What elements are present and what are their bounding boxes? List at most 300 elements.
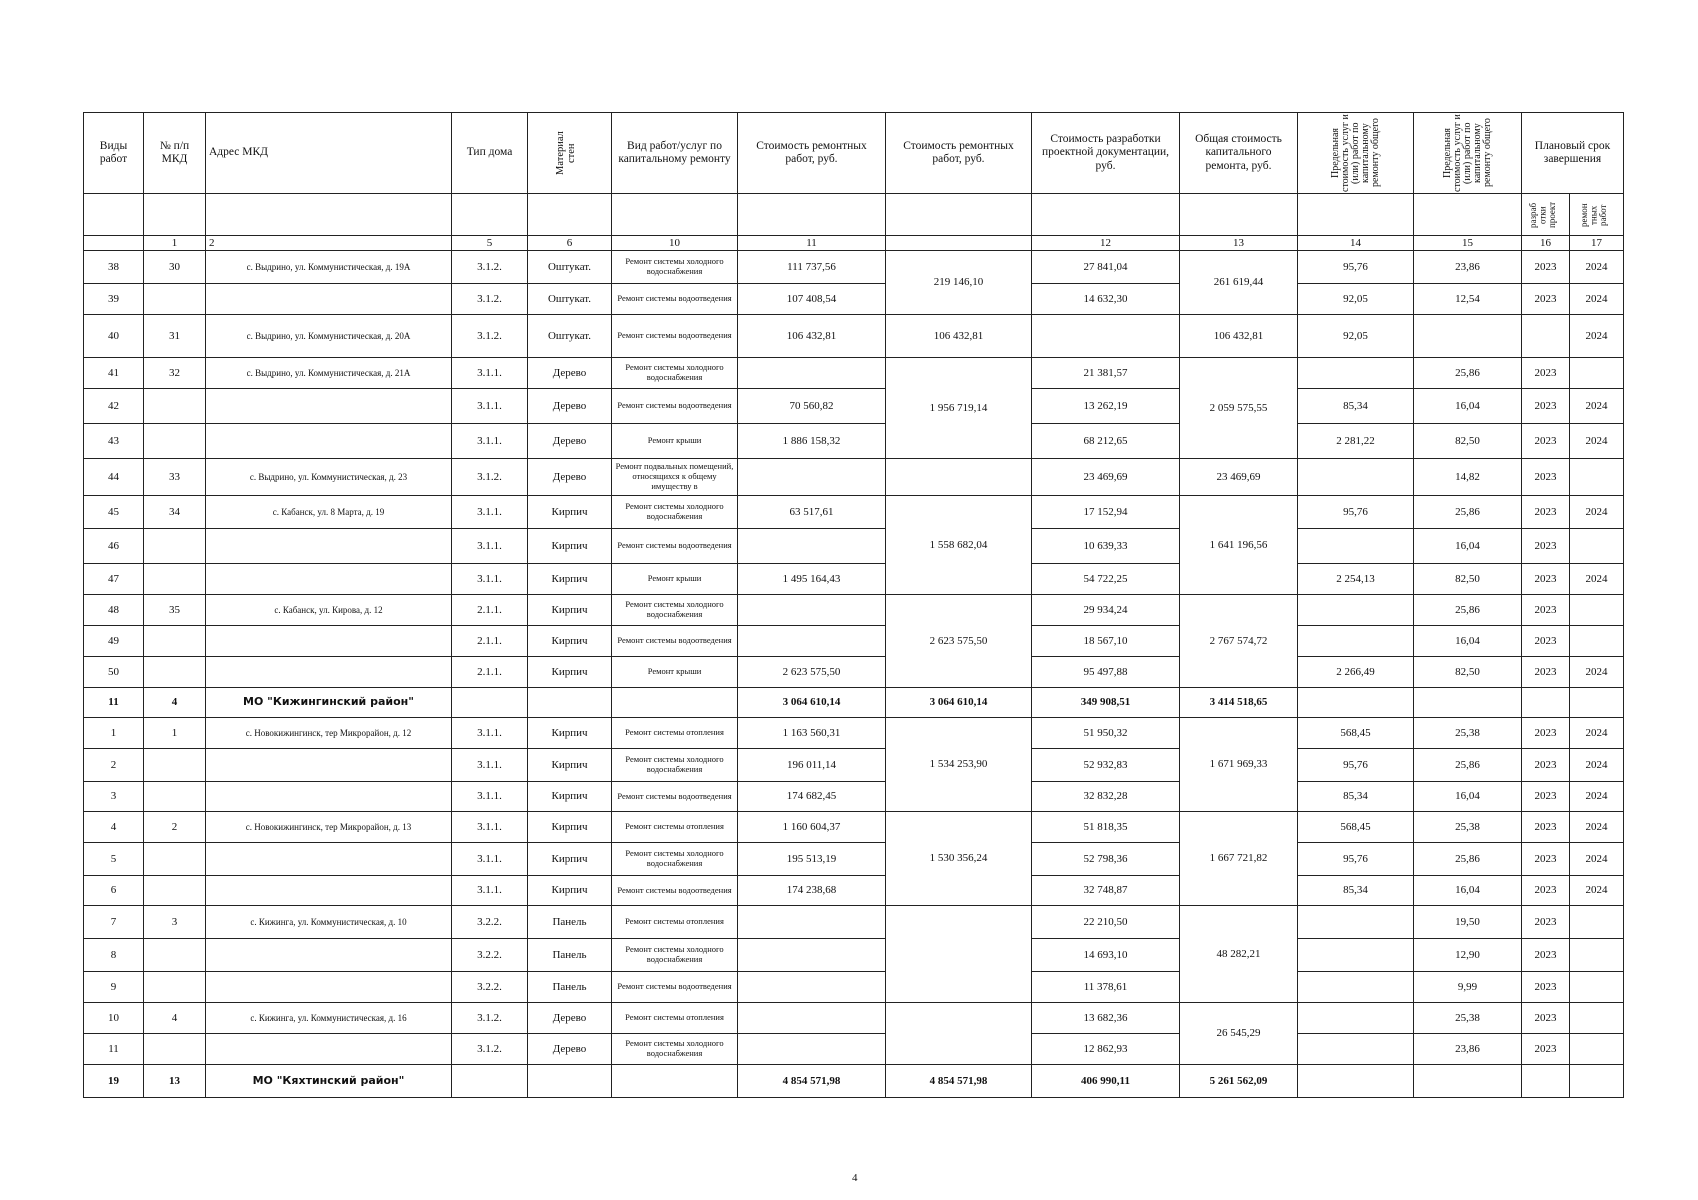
row-work-kind: Ремонт крыши xyxy=(612,424,738,459)
row-repair-year: 2024 xyxy=(1570,564,1624,595)
row-limit-cost-2 xyxy=(1414,688,1522,718)
row-address: с. Выдрино, ул. Коммунистическая, д. 23 xyxy=(206,459,452,496)
row-limit-cost-2: 82,50 xyxy=(1414,424,1522,459)
row-repair-year xyxy=(1570,1034,1624,1065)
header-wall-material: Материал стен xyxy=(528,113,612,194)
row-wall-material: Панель xyxy=(528,972,612,1003)
row-work-type-number: 4 xyxy=(84,812,144,843)
row-limit-cost-1: 85,34 xyxy=(1298,389,1414,424)
row-repair-year xyxy=(1570,626,1624,657)
row-work-type-number: 3 xyxy=(84,782,144,812)
row-repair-year xyxy=(1570,595,1624,626)
row-design-year: 2023 xyxy=(1522,1034,1570,1065)
subheader-design-year: разраб отки проект xyxy=(1522,194,1570,236)
row-limit-cost-1: 2 266,49 xyxy=(1298,657,1414,688)
row-design-year: 2023 xyxy=(1522,972,1570,1003)
row-work-type-number: 48 xyxy=(84,595,144,626)
row-design-cost: 21 381,57 xyxy=(1032,358,1180,389)
row-design-cost: 51 818,35 xyxy=(1032,812,1180,843)
table-row xyxy=(84,564,1624,595)
row-design-cost: 95 497,88 xyxy=(1032,657,1180,688)
row-work-kind: Ремонт системы холодного водоснабжения xyxy=(612,251,738,284)
table-row xyxy=(84,843,1624,876)
row-house-type: 3.1.1. xyxy=(452,529,528,564)
table-row xyxy=(84,972,1624,1003)
row-address: с. Кабанск, ул. Кирова, д. 12 xyxy=(206,595,452,626)
row-limit-cost-2: 12,90 xyxy=(1414,939,1522,972)
row-design-cost: 406 990,11 xyxy=(1032,1065,1180,1098)
table-row xyxy=(84,718,1624,749)
row-work-kind: Ремонт системы водоотведения xyxy=(612,389,738,424)
row-design-year xyxy=(1522,1065,1570,1098)
row-address: с. Выдрино, ул. Коммунистическая, д. 21А xyxy=(206,358,452,389)
row-design-year: 2023 xyxy=(1522,358,1570,389)
header-blank xyxy=(738,194,886,236)
row-work-type-number: 19 xyxy=(84,1065,144,1098)
row-work-type-number: 44 xyxy=(84,459,144,496)
row-limit-cost-1: 95,76 xyxy=(1298,843,1414,876)
row-design-cost: 10 639,33 xyxy=(1032,529,1180,564)
row-mkd-number xyxy=(144,657,206,688)
row-limit-cost-2 xyxy=(1414,1065,1522,1098)
row-repair-cost: 2 623 575,50 xyxy=(738,657,886,688)
row-mkd-number: 31 xyxy=(144,315,206,358)
row-design-year: 2023 xyxy=(1522,529,1570,564)
row-limit-cost-1 xyxy=(1298,459,1414,496)
row-limit-cost-2: 82,50 xyxy=(1414,657,1522,688)
row-repair-cost: 4 854 571,98 xyxy=(738,1065,886,1098)
row-work-kind: Ремонт системы водоотведения xyxy=(612,876,738,906)
row-limit-cost-2: 23,86 xyxy=(1414,251,1522,284)
row-work-type-number: 8 xyxy=(84,939,144,972)
row-address: с. Выдрино, ул. Коммунистическая, д. 19А xyxy=(206,251,452,284)
row-design-year: 2023 xyxy=(1522,459,1570,496)
row-work-kind: Ремонт системы водоотведения xyxy=(612,315,738,358)
row-limit-cost-1: 568,45 xyxy=(1298,718,1414,749)
row-work-kind: Ремонт крыши xyxy=(612,564,738,595)
row-mkd-number: 3 xyxy=(144,906,206,939)
row-mkd-number xyxy=(144,1034,206,1065)
row-repair-cost: 63 517,61 xyxy=(738,496,886,529)
row-mkd-number xyxy=(144,782,206,812)
row-design-year: 2023 xyxy=(1522,595,1570,626)
row-repair-cost: 106 432,81 xyxy=(738,315,886,358)
row-mkd-number: 13 xyxy=(144,1065,206,1098)
row-mkd-number xyxy=(144,284,206,315)
row-work-type-number: 11 xyxy=(84,688,144,718)
row-work-kind: Ремонт системы холодного водоснабжения xyxy=(612,939,738,972)
row-repair-cost xyxy=(738,358,886,389)
row-total-cost: 2 767 574,72 xyxy=(1180,595,1298,688)
row-address xyxy=(206,972,452,1003)
row-repair-cost: 107 408,54 xyxy=(738,284,886,315)
row-design-year xyxy=(1522,688,1570,718)
row-limit-cost-2: 14,82 xyxy=(1414,459,1522,496)
row-design-cost: 18 567,10 xyxy=(1032,626,1180,657)
row-limit-cost-1: 95,76 xyxy=(1298,496,1414,529)
row-address: с. Кижинга, ул. Коммунистическая, д. 10 xyxy=(206,906,452,939)
row-work-type-number: 1 xyxy=(84,718,144,749)
row-limit-cost-1 xyxy=(1298,626,1414,657)
table-row xyxy=(84,251,1624,284)
row-design-year: 2023 xyxy=(1522,251,1570,284)
row-work-kind: Ремонт системы водоотведения xyxy=(612,284,738,315)
row-work-kind: Ремонт подвальных помещений, относящихся к общему имуществу в xyxy=(612,459,738,496)
header-blank xyxy=(452,194,528,236)
row-address xyxy=(206,529,452,564)
row-work-kind: Ремонт системы водоотведения xyxy=(612,529,738,564)
row-repair-year: 2024 xyxy=(1570,843,1624,876)
header-total-cost: Общая стоимость капитального ремонта, руб. xyxy=(1180,113,1298,194)
row-work-kind: Ремонт системы отопления xyxy=(612,906,738,939)
row-limit-cost-2: 25,86 xyxy=(1414,749,1522,782)
row-house-type: 3.2.2. xyxy=(452,939,528,972)
row-wall-material: Кирпич xyxy=(528,876,612,906)
row-repair-cost xyxy=(738,939,886,972)
row-repair-year xyxy=(1570,1003,1624,1034)
row-wall-material: Дерево xyxy=(528,424,612,459)
row-limit-cost-1 xyxy=(1298,529,1414,564)
header-blank xyxy=(612,194,738,236)
row-mkd-number xyxy=(144,626,206,657)
row-repair-cost-sum xyxy=(886,906,1032,1003)
row-design-year: 2023 xyxy=(1522,876,1570,906)
row-design-year: 2023 xyxy=(1522,564,1570,595)
row-limit-cost-1: 85,34 xyxy=(1298,876,1414,906)
row-limit-cost-1 xyxy=(1298,906,1414,939)
table-row xyxy=(84,496,1624,529)
row-repair-cost: 1 495 164,43 xyxy=(738,564,886,595)
column-index: 10 xyxy=(612,236,738,251)
row-work-kind: Ремонт системы отопления xyxy=(612,1003,738,1034)
row-design-cost: 17 152,94 xyxy=(1032,496,1180,529)
header-house-type: Тип дома xyxy=(452,113,528,194)
row-limit-cost-2: 25,38 xyxy=(1414,718,1522,749)
table-row xyxy=(84,315,1624,358)
row-address xyxy=(206,424,452,459)
table-row xyxy=(84,939,1624,972)
row-repair-cost xyxy=(738,906,886,939)
row-wall-material: Дерево xyxy=(528,389,612,424)
row-house-type: 3.2.2. xyxy=(452,906,528,939)
row-work-type-number: 5 xyxy=(84,843,144,876)
row-repair-cost xyxy=(738,595,886,626)
row-work-type-number: 45 xyxy=(84,496,144,529)
row-design-cost: 29 934,24 xyxy=(1032,595,1180,626)
row-repair-cost: 174 238,68 xyxy=(738,876,886,906)
row-house-type: 2.1.1. xyxy=(452,657,528,688)
table-row xyxy=(84,876,1624,906)
row-repair-cost-sum: 106 432,81 xyxy=(886,315,1032,358)
row-house-type: 3.1.1. xyxy=(452,843,528,876)
row-total-cost: 1 671 969,33 xyxy=(1180,718,1298,812)
row-repair-year xyxy=(1570,972,1624,1003)
row-work-type-number: 42 xyxy=(84,389,144,424)
row-repair-cost-sum: 3 064 610,14 xyxy=(886,688,1032,718)
row-repair-cost: 1 163 560,31 xyxy=(738,718,886,749)
row-total-cost: 106 432,81 xyxy=(1180,315,1298,358)
row-work-type-number: 40 xyxy=(84,315,144,358)
row-house-type: 2.1.1. xyxy=(452,626,528,657)
table-row xyxy=(84,529,1624,564)
row-design-cost: 32 748,87 xyxy=(1032,876,1180,906)
row-repair-year: 2024 xyxy=(1570,657,1624,688)
row-repair-year: 2024 xyxy=(1570,718,1624,749)
row-design-cost: 51 950,32 xyxy=(1032,718,1180,749)
row-mkd-number: 1 xyxy=(144,718,206,749)
header-blank xyxy=(886,194,1032,236)
row-design-year: 2023 xyxy=(1522,906,1570,939)
row-limit-cost-1 xyxy=(1298,972,1414,1003)
column-index: 12 xyxy=(1032,236,1180,251)
row-repair-cost: 1 886 158,32 xyxy=(738,424,886,459)
table-row xyxy=(84,1034,1624,1065)
row-design-cost: 349 908,51 xyxy=(1032,688,1180,718)
header-work-kind: Вид работ/услуг по капитальному ремонту xyxy=(612,113,738,194)
column-index xyxy=(886,236,1032,251)
row-design-year: 2023 xyxy=(1522,843,1570,876)
row-repair-cost-sum xyxy=(886,1003,1032,1065)
row-mkd-number xyxy=(144,564,206,595)
row-total-cost: 48 282,21 xyxy=(1180,906,1298,1003)
row-house-type: 3.1.1. xyxy=(452,389,528,424)
header-blank xyxy=(528,194,612,236)
row-limit-cost-2: 9,99 xyxy=(1414,972,1522,1003)
row-mkd-number: 34 xyxy=(144,496,206,529)
row-wall-material: Кирпич xyxy=(528,812,612,843)
row-wall-material: Дерево xyxy=(528,1003,612,1034)
row-repair-cost xyxy=(738,529,886,564)
row-address: МО "Кижингинский район" xyxy=(206,688,452,718)
row-mkd-number: 32 xyxy=(144,358,206,389)
row-wall-material: Кирпич xyxy=(528,657,612,688)
table-row xyxy=(84,459,1624,496)
row-total-cost: 3 414 518,65 xyxy=(1180,688,1298,718)
row-design-cost: 27 841,04 xyxy=(1032,251,1180,284)
row-wall-material: Панель xyxy=(528,906,612,939)
row-house-type: 3.1.1. xyxy=(452,424,528,459)
row-design-cost: 54 722,25 xyxy=(1032,564,1180,595)
header-work-types: Виды работ xyxy=(84,113,144,194)
row-address xyxy=(206,657,452,688)
header-design-cost: Стоимость разработки проектной документации, руб. xyxy=(1032,113,1180,194)
row-house-type: 3.1.1. xyxy=(452,496,528,529)
column-index: 15 xyxy=(1414,236,1522,251)
row-design-cost: 14 632,30 xyxy=(1032,284,1180,315)
row-repair-year: 2024 xyxy=(1570,812,1624,843)
row-limit-cost-2: 16,04 xyxy=(1414,782,1522,812)
row-repair-year: 2024 xyxy=(1570,251,1624,284)
row-total-cost: 2 059 575,55 xyxy=(1180,358,1298,459)
row-work-type-number: 6 xyxy=(84,876,144,906)
row-repair-year: 2024 xyxy=(1570,496,1624,529)
row-address xyxy=(206,939,452,972)
row-work-type-number: 10 xyxy=(84,1003,144,1034)
row-work-type-number: 7 xyxy=(84,906,144,939)
row-work-kind: Ремонт системы водоотведения xyxy=(612,626,738,657)
table-row xyxy=(84,688,1624,718)
row-work-kind: Ремонт системы холодного водоснабжения xyxy=(612,496,738,529)
row-wall-material: Кирпич xyxy=(528,749,612,782)
row-work-type-number: 9 xyxy=(84,972,144,1003)
row-repair-year: 2024 xyxy=(1570,782,1624,812)
row-work-type-number: 11 xyxy=(84,1034,144,1065)
row-limit-cost-1: 568,45 xyxy=(1298,812,1414,843)
row-house-type: 3.1.2. xyxy=(452,1034,528,1065)
row-repair-cost xyxy=(738,1034,886,1065)
row-repair-cost-sum: 1 534 253,90 xyxy=(886,718,1032,812)
row-house-type: 3.1.1. xyxy=(452,718,528,749)
header-repair-cost-sum: Стоимость ремонтных работ, руб. xyxy=(886,113,1032,194)
header-blank xyxy=(84,194,144,236)
row-design-cost: 12 862,93 xyxy=(1032,1034,1180,1065)
row-limit-cost-2: 25,38 xyxy=(1414,1003,1522,1034)
table-row xyxy=(84,1003,1624,1034)
row-house-type: 3.1.1. xyxy=(452,812,528,843)
row-wall-material: Кирпич xyxy=(528,626,612,657)
row-design-year: 2023 xyxy=(1522,939,1570,972)
row-limit-cost-2: 25,86 xyxy=(1414,496,1522,529)
row-repair-cost-sum: 2 623 575,50 xyxy=(886,595,1032,688)
row-limit-cost-1 xyxy=(1298,1065,1414,1098)
row-house-type: 3.1.1. xyxy=(452,782,528,812)
row-house-type: 3.1.1. xyxy=(452,876,528,906)
row-limit-cost-2: 23,86 xyxy=(1414,1034,1522,1065)
row-total-cost: 261 619,44 xyxy=(1180,251,1298,315)
row-limit-cost-1 xyxy=(1298,358,1414,389)
table-row xyxy=(84,782,1624,812)
table-row xyxy=(84,812,1624,843)
header-blank xyxy=(1414,194,1522,236)
header-mkd-number: № п/п МКД xyxy=(144,113,206,194)
row-mkd-number xyxy=(144,843,206,876)
row-mkd-number xyxy=(144,424,206,459)
row-limit-cost-2: 82,50 xyxy=(1414,564,1522,595)
row-design-cost: 68 212,65 xyxy=(1032,424,1180,459)
row-repair-cost-sum xyxy=(886,459,1032,496)
row-work-type-number: 46 xyxy=(84,529,144,564)
table-row xyxy=(84,358,1624,389)
row-mkd-number: 33 xyxy=(144,459,206,496)
row-total-cost: 26 545,29 xyxy=(1180,1003,1298,1065)
row-work-kind: Ремонт системы отопления xyxy=(612,812,738,843)
row-wall-material xyxy=(528,688,612,718)
row-mkd-number: 4 xyxy=(144,1003,206,1034)
row-design-cost: 23 469,69 xyxy=(1032,459,1180,496)
row-design-cost: 22 210,50 xyxy=(1032,906,1180,939)
row-work-type-number: 43 xyxy=(84,424,144,459)
row-repair-cost xyxy=(738,972,886,1003)
row-repair-year: 2024 xyxy=(1570,284,1624,315)
row-limit-cost-2: 25,86 xyxy=(1414,358,1522,389)
row-wall-material: Кирпич xyxy=(528,782,612,812)
page-number: 4 xyxy=(852,1172,858,1184)
row-work-type-number: 49 xyxy=(84,626,144,657)
row-design-cost xyxy=(1032,315,1180,358)
row-design-year: 2023 xyxy=(1522,496,1570,529)
row-work-kind: Ремонт системы холодного водоснабжения xyxy=(612,1034,738,1065)
row-address xyxy=(206,843,452,876)
row-mkd-number: 30 xyxy=(144,251,206,284)
row-address: МО "Кяхтинский район" xyxy=(206,1065,452,1098)
row-repair-cost xyxy=(738,626,886,657)
row-work-kind: Ремонт системы холодного водоснабжения xyxy=(612,358,738,389)
row-design-year: 2023 xyxy=(1522,657,1570,688)
row-house-type xyxy=(452,1065,528,1098)
row-total-cost: 1 667 721,82 xyxy=(1180,812,1298,906)
row-work-type-number: 50 xyxy=(84,657,144,688)
row-repair-year xyxy=(1570,1065,1624,1098)
row-mkd-number xyxy=(144,939,206,972)
row-address: с. Кабанск, ул. 8 Марта, д. 19 xyxy=(206,496,452,529)
row-repair-year xyxy=(1570,688,1624,718)
row-repair-year: 2024 xyxy=(1570,876,1624,906)
row-limit-cost-2: 25,86 xyxy=(1414,595,1522,626)
row-address xyxy=(206,1034,452,1065)
row-work-kind xyxy=(612,1065,738,1098)
row-repair-cost: 174 682,45 xyxy=(738,782,886,812)
table-row xyxy=(84,595,1624,626)
row-address: с. Новокижингинск, тер Микрорайон, д. 12 xyxy=(206,718,452,749)
table-row xyxy=(84,424,1624,459)
header-blank xyxy=(1180,194,1298,236)
row-repair-cost: 70 560,82 xyxy=(738,389,886,424)
header-blank xyxy=(206,194,452,236)
row-repair-cost-sum: 1 530 356,24 xyxy=(886,812,1032,906)
row-house-type: 3.2.2. xyxy=(452,972,528,1003)
column-index: 1 xyxy=(144,236,206,251)
row-limit-cost-2 xyxy=(1414,315,1522,358)
row-wall-material: Дерево xyxy=(528,358,612,389)
column-index: 5 xyxy=(452,236,528,251)
row-address xyxy=(206,876,452,906)
header-limit-cost-1: Предельная стоимость услуг и (или) работ по капитальному ремонту общего xyxy=(1298,113,1414,194)
table-row xyxy=(84,1065,1624,1098)
row-address: с. Выдрино, ул. Коммунистическая, д. 20А xyxy=(206,315,452,358)
row-mkd-number: 35 xyxy=(144,595,206,626)
row-work-kind: Ремонт системы холодного водоснабжения xyxy=(612,843,738,876)
row-design-year: 2023 xyxy=(1522,1003,1570,1034)
row-mkd-number xyxy=(144,876,206,906)
row-wall-material: Оштукат. xyxy=(528,315,612,358)
row-limit-cost-1: 85,34 xyxy=(1298,782,1414,812)
row-wall-material: Кирпич xyxy=(528,496,612,529)
row-repair-year: 2024 xyxy=(1570,315,1624,358)
row-wall-material: Панель xyxy=(528,939,612,972)
row-limit-cost-1: 95,76 xyxy=(1298,251,1414,284)
row-limit-cost-1 xyxy=(1298,939,1414,972)
row-house-type: 3.1.2. xyxy=(452,459,528,496)
row-repair-cost: 196 011,14 xyxy=(738,749,886,782)
row-repair-year xyxy=(1570,939,1624,972)
row-limit-cost-1: 2 254,13 xyxy=(1298,564,1414,595)
row-work-type-number: 2 xyxy=(84,749,144,782)
row-repair-year xyxy=(1570,906,1624,939)
row-repair-cost-sum: 219 146,10 xyxy=(886,251,1032,315)
row-wall-material: Дерево xyxy=(528,459,612,496)
row-design-year: 2023 xyxy=(1522,749,1570,782)
row-address: с. Кижинга, ул. Коммунистическая, д. 16 xyxy=(206,1003,452,1034)
row-total-cost: 23 469,69 xyxy=(1180,459,1298,496)
row-work-kind: Ремонт крыши xyxy=(612,657,738,688)
row-design-year: 2023 xyxy=(1522,389,1570,424)
table-row xyxy=(84,626,1624,657)
row-address xyxy=(206,389,452,424)
column-index: 11 xyxy=(738,236,886,251)
row-design-cost: 14 693,10 xyxy=(1032,939,1180,972)
row-limit-cost-1 xyxy=(1298,1034,1414,1065)
row-repair-cost-sum: 1 956 719,14 xyxy=(886,358,1032,459)
